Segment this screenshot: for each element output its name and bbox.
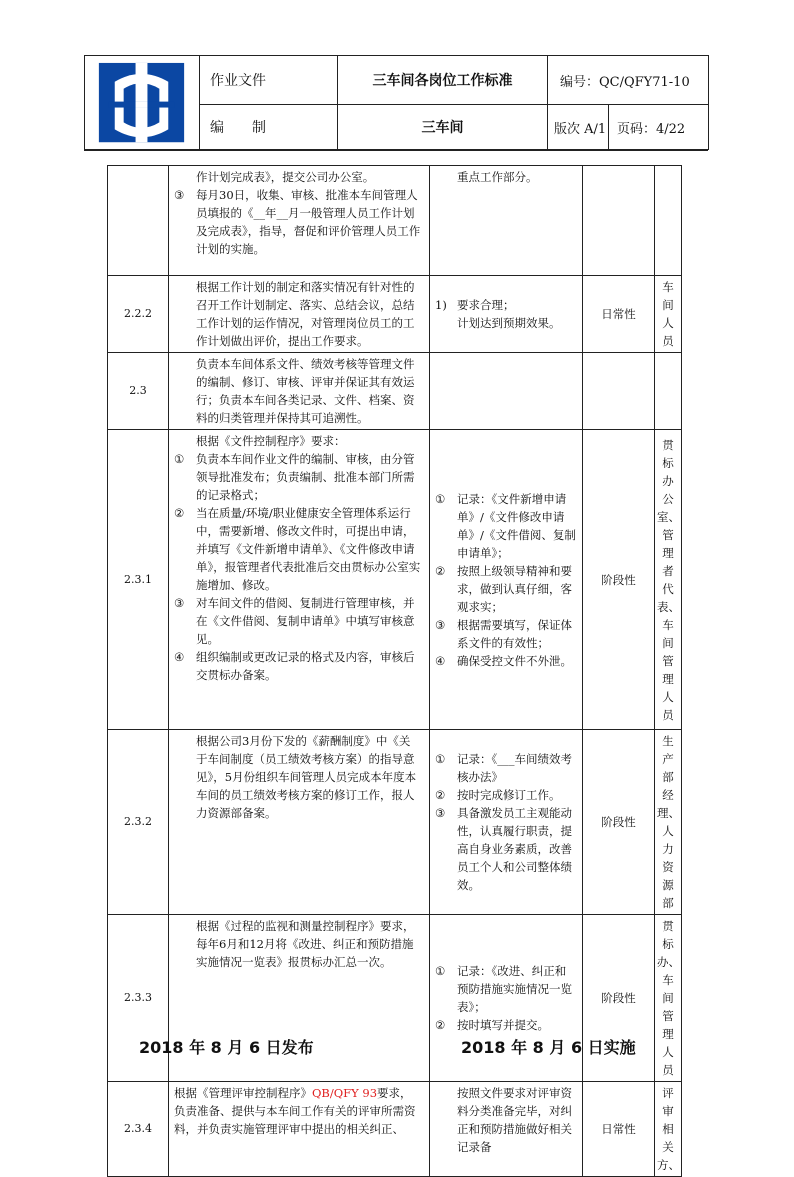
list-item	[174, 917, 421, 971]
item-requirement	[430, 276, 583, 353]
list-item	[435, 616, 577, 652]
item-text: 对车间文件的借阅、复制进行管理审核，并在《文件借阅、复制申请单》中填写审核意见。	[196, 596, 415, 646]
item-frequency: 阶段性	[583, 430, 655, 730]
item-marker	[435, 314, 457, 332]
header-divider	[84, 150, 708, 151]
item-text: 根据工作计划的制定和落实情况有针对性的召开工作计划制定、落实、总结会议，总结工作计划的运作情况，对管理岗位员工的工作计划做出评价，提出工作要求。	[196, 280, 415, 348]
table-row	[108, 730, 682, 915]
item-responsible	[655, 353, 682, 430]
item-frequency: 阶段性	[583, 730, 655, 915]
item-marker: ③	[435, 617, 446, 632]
list-item	[435, 804, 577, 894]
item-marker: ①	[435, 752, 446, 766]
list-item	[174, 186, 421, 258]
item-marker	[174, 917, 196, 971]
item-marker: ②	[435, 563, 446, 578]
item-responsible: 贯标办公室、管理者代表、车间管理人员	[655, 430, 682, 730]
item-number: 2.3.4	[108, 1082, 169, 1177]
list-item	[435, 562, 577, 616]
item-number: 2.3.2	[108, 730, 169, 915]
item-frequency: 阶段性	[583, 915, 655, 1082]
list-item	[435, 168, 577, 186]
item-text: 根据公司3月份下发的《薪酬制度》中《关于车间制度（员工绩效考核方案）的指导意见》，5月份组织车间管理人员完成本年度本车间的员工绩效考核方案的修订工作，报人力资源部备案。	[196, 734, 417, 820]
item-text: 按照上级领导精神和要求，做到认真仔细，客观求实；	[457, 563, 572, 614]
item-content	[169, 730, 430, 915]
list-item	[435, 786, 577, 804]
item-text	[174, 1084, 421, 1138]
list-item	[174, 432, 421, 450]
doc-code: 编号：QC/QFY71-10	[548, 56, 709, 105]
table-row	[108, 1082, 682, 1177]
item-content	[169, 430, 430, 730]
list-item	[174, 355, 421, 427]
item-text: 负责本车间体系文件、绩效考核等管理文件的编制、修订、审核、评审并保证其有效运行；负责本车间各类记录、文件、档案、资料的归类管理并保持其可追溯性。	[196, 357, 415, 425]
content-post: 要求，负责准备、提供与本车间工作有关的评审所需资料，并负责实施管理评审中提出的相关纠正、	[174, 1086, 416, 1136]
item-text: 重点工作部分。	[457, 170, 538, 184]
list-item	[435, 1016, 577, 1034]
item-marker: ③	[174, 596, 185, 610]
item-content	[169, 353, 430, 430]
table-row	[108, 166, 682, 276]
list-item	[435, 652, 577, 670]
item-text: 要求合理；	[457, 298, 515, 312]
table-row	[108, 353, 682, 430]
item-frequency	[583, 353, 655, 430]
item-marker: ①	[174, 452, 185, 466]
item-requirement	[430, 1082, 583, 1177]
item-content	[169, 276, 430, 353]
work-standard-table	[107, 165, 682, 1177]
issue-date: 2018 年 8 月 6 日发布	[139, 1038, 314, 1057]
item-text: 根据《文件控制程序》要求：	[196, 434, 346, 448]
item-text: 当在质量/环境/职业健康安全管理体系运行中，需要新增、修改文件时，可提出申请，并填写《文件新增申请单》、《文件修改申请单》，报管理者代表批准后交由贯标办公室实施增加、修改。	[196, 506, 421, 592]
item-marker	[174, 355, 196, 427]
item-text: 组织编制或更改记录的格式及内容，审核后交贯标办备案。	[196, 650, 415, 682]
item-requirement	[430, 166, 583, 276]
logo-icon	[85, 56, 199, 149]
list-item	[174, 594, 421, 648]
item-marker: ①	[435, 964, 446, 978]
item-requirement	[430, 730, 583, 915]
item-marker	[435, 1084, 457, 1156]
item-text: 根据《过程的监视和测量控制程序》要求，每年6月和12月将《改进、纠正和预防措施实施情况一览表》报贯标办汇总一次。	[196, 919, 415, 969]
item-responsible: 贯标办、车间管理人员	[655, 915, 682, 1082]
item-marker: ③	[174, 188, 185, 202]
item-marker: ②	[174, 506, 185, 520]
item-marker: ①	[435, 491, 446, 506]
item-text: 根据需要填写，保证体系文件的有效性；	[457, 617, 572, 650]
item-responsible: 车间人员	[655, 276, 682, 353]
item-content	[169, 166, 430, 276]
doc-type: 作业文件	[200, 56, 338, 105]
list-item	[435, 1084, 577, 1156]
list-item	[435, 296, 577, 314]
item-text: 记录：《改进、纠正和预防措施实施情况一览表》；	[457, 964, 572, 1014]
list-item	[435, 962, 577, 1016]
list-item	[174, 450, 421, 504]
item-marker: ②	[435, 1018, 446, 1032]
list-item	[435, 490, 577, 562]
item-frequency	[583, 166, 655, 276]
item-requirement	[430, 430, 583, 730]
item-marker: 1)	[435, 298, 447, 312]
table-row	[108, 430, 682, 730]
item-responsible: 生产部经理、人力资源部	[655, 730, 682, 915]
doc-title: 三车间各岗位工作标准	[338, 56, 548, 105]
item-number: 2.2.2	[108, 276, 169, 353]
document-header	[84, 55, 709, 150]
item-marker	[174, 168, 196, 186]
page-number: 页码：4/22	[609, 105, 709, 150]
list-item	[174, 732, 421, 822]
item-marker	[174, 432, 196, 450]
item-number	[108, 166, 169, 276]
item-marker	[174, 278, 196, 350]
item-text: 按时完成修订工作。	[457, 788, 561, 802]
procedure-code: QB/QFY 93	[312, 1086, 378, 1100]
item-marker	[174, 732, 196, 822]
list-item	[435, 750, 577, 786]
item-text: 作计划完成表》，提交公司办公室。	[196, 170, 375, 184]
item-frequency: 日常性	[583, 276, 655, 353]
list-item	[435, 314, 577, 332]
item-frequency: 日常性	[583, 1082, 655, 1177]
version: 版次 A/1	[548, 105, 609, 150]
list-item	[174, 278, 421, 350]
item-text: 每月30日，收集、审核、批准本车间管理人员填报的《__年__月一般管理人员工作计划及完成表》，指导，督促和评价管理人员工作计划的实施。	[196, 188, 421, 256]
item-responsible	[655, 166, 682, 276]
list-item	[174, 168, 421, 186]
list-item	[174, 504, 421, 594]
company-logo	[85, 56, 200, 150]
item-number: 2.3	[108, 353, 169, 430]
compile-label: 编 制	[200, 105, 338, 150]
implement-date: 2018 年 8 月 6 日实施	[461, 1038, 636, 1057]
item-text: 具备激发员工主观能动性，认真履行职责，提高自身业务素质，改善员工个人和公司整体绩效。	[457, 806, 572, 892]
item-marker: ④	[435, 653, 446, 668]
item-number: 2.3.1	[108, 430, 169, 730]
item-content	[169, 1082, 430, 1177]
item-marker: ②	[435, 788, 446, 802]
item-text: 负责本车间作业文件的编制、审核，由分管领导批准发布；负责编制、批准本部门所需的记录格式；	[196, 452, 415, 502]
table-row	[108, 276, 682, 353]
dept-name: 三车间	[338, 105, 548, 150]
list-item	[174, 648, 421, 684]
item-text: 记录：《___车间绩效考核办法》	[457, 752, 572, 784]
item-requirement	[430, 353, 583, 430]
item-text: 记录：《文件新增申请单》/《文件修改申请单》/《文件借阅、复制申请单》；	[457, 491, 576, 560]
item-number: 2.3.3	[108, 915, 169, 1082]
item-text: 计划达到预期效果。	[457, 316, 561, 330]
item-marker: ③	[435, 806, 446, 820]
item-marker: ④	[174, 650, 185, 664]
item-marker	[435, 168, 457, 186]
item-text: 按照文件要求对评审资料分类准备完毕，对纠正和预防措施做好相关记录备	[457, 1086, 572, 1154]
item-text: 确保受控文件不外泄。	[457, 653, 572, 668]
item-responsible: 评审相关方、	[655, 1082, 682, 1177]
content-pre: 根据《管理评审控制程序》	[174, 1086, 312, 1100]
item-text: 按时填写并提交。	[457, 1018, 549, 1032]
